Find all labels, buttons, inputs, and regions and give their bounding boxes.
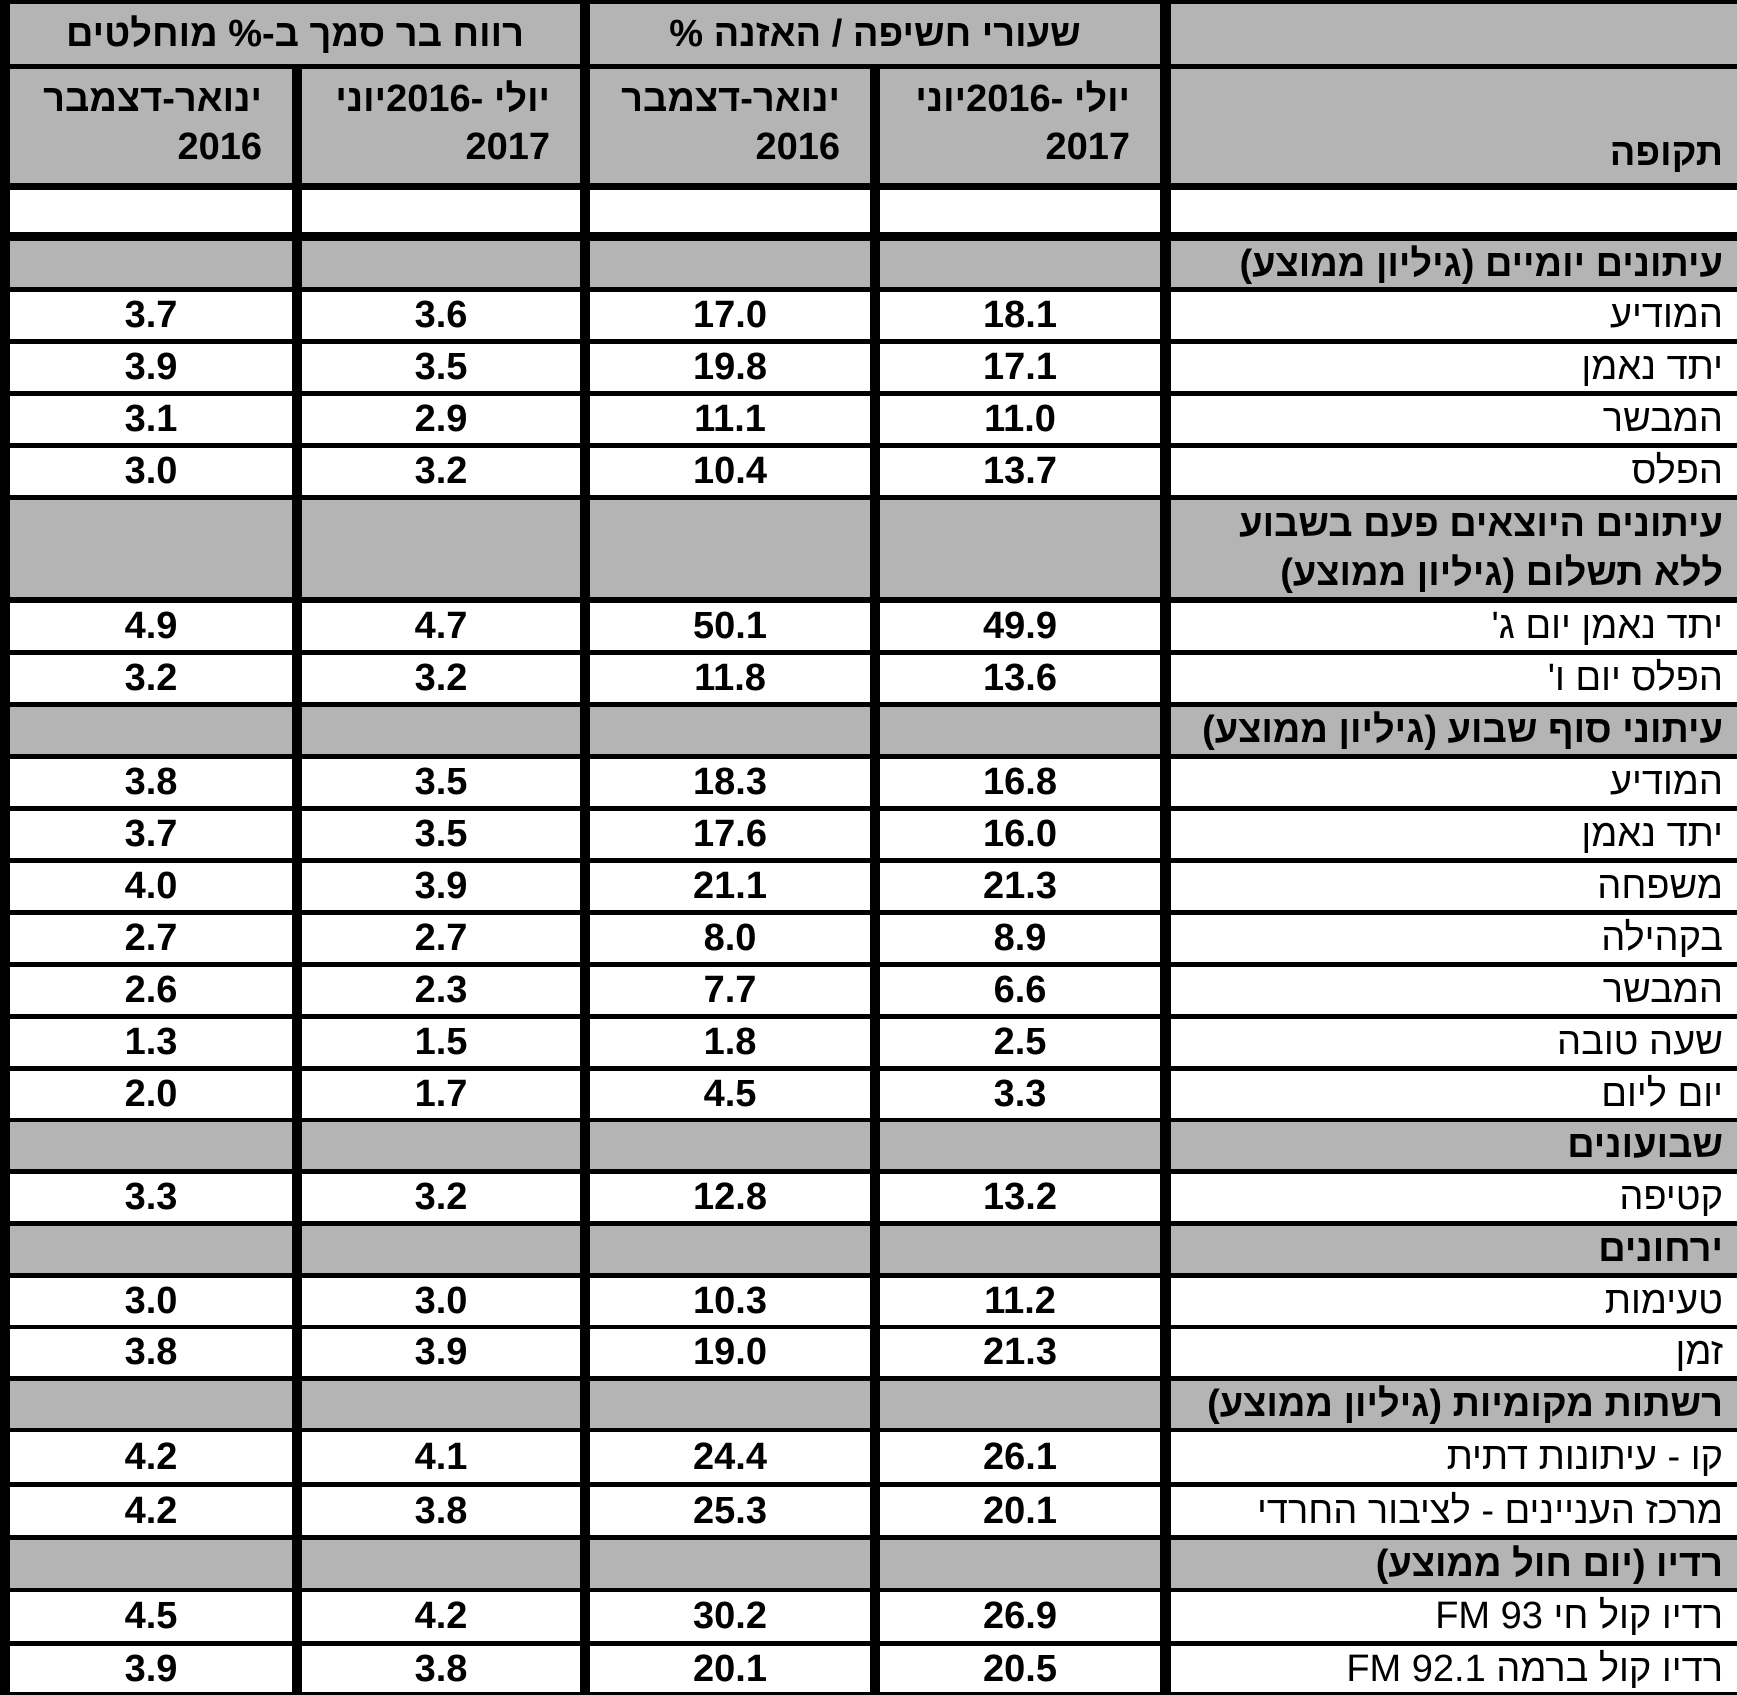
row-label: טעימות bbox=[1171, 1278, 1737, 1325]
value-cell bbox=[302, 1646, 580, 1692]
value-text: 16.0 bbox=[983, 813, 1057, 855]
value-cell bbox=[590, 915, 870, 962]
value-cell bbox=[590, 1019, 870, 1066]
value-cell bbox=[302, 344, 580, 391]
value-text: 3.2 bbox=[414, 450, 468, 492]
row-label: יום ליום bbox=[1171, 1071, 1737, 1118]
value-text: 19.8 bbox=[693, 346, 767, 388]
value-text: 3.8 bbox=[414, 1489, 468, 1532]
value-text: 2.0 bbox=[124, 1073, 178, 1115]
value-cell bbox=[880, 603, 1160, 650]
value-cell bbox=[590, 655, 870, 702]
value-cell bbox=[302, 292, 580, 339]
section-title: שבועונים bbox=[1171, 1122, 1737, 1169]
row-label: המבשר bbox=[1171, 967, 1737, 1014]
value-text: 4.7 bbox=[414, 605, 468, 647]
value-text: 17.6 bbox=[693, 813, 767, 855]
section-empty-cell bbox=[10, 1381, 292, 1428]
value-text: 20.1 bbox=[693, 1647, 767, 1690]
value-text: 3.8 bbox=[124, 1331, 178, 1373]
section-empty-cell bbox=[10, 1226, 292, 1273]
value-cell bbox=[302, 811, 580, 858]
row-label: יתד נאמן יום ג' bbox=[1171, 603, 1737, 650]
value-cell bbox=[880, 967, 1160, 1014]
value-cell bbox=[880, 759, 1160, 806]
value-text: 3.2 bbox=[414, 657, 468, 699]
value-cell bbox=[880, 1278, 1160, 1325]
value-cell bbox=[302, 1278, 580, 1325]
value-text: 2.5 bbox=[993, 1021, 1047, 1063]
row-label: קטיפה bbox=[1171, 1174, 1737, 1221]
section-empty-cell bbox=[10, 1540, 292, 1588]
value-cell bbox=[302, 655, 580, 702]
value-text: 1.3 bbox=[124, 1021, 178, 1063]
section-empty-cell bbox=[302, 1540, 580, 1588]
value-text: 4.2 bbox=[414, 1595, 468, 1637]
value-text: 21.1 bbox=[693, 865, 767, 907]
section-title: רשתות מקומיות (גיליון ממוצע) bbox=[1171, 1381, 1737, 1428]
value-text: 20.1 bbox=[983, 1489, 1057, 1532]
value-cell bbox=[10, 292, 292, 339]
value-cell bbox=[880, 1071, 1160, 1118]
value-cell bbox=[10, 967, 292, 1014]
section-empty-cell bbox=[10, 241, 292, 287]
value-text: 17.0 bbox=[693, 294, 767, 336]
section-empty-cell bbox=[302, 241, 580, 287]
value-cell bbox=[10, 1646, 292, 1692]
value-text: 13.7 bbox=[983, 450, 1057, 492]
value-cell bbox=[302, 759, 580, 806]
value-text: 3.2 bbox=[124, 657, 178, 699]
value-cell bbox=[302, 1432, 580, 1482]
value-text: 3.7 bbox=[124, 294, 178, 336]
header-profit-group: רווח בר סמך ב-% מוחלטים bbox=[10, 4, 580, 64]
value-cell bbox=[590, 1646, 870, 1692]
value-cell bbox=[880, 915, 1160, 962]
row-label: רדיו קול חי FM 93 bbox=[1171, 1592, 1737, 1641]
value-cell bbox=[880, 1329, 1160, 1376]
value-cell bbox=[880, 863, 1160, 910]
value-text: 13.6 bbox=[983, 657, 1057, 699]
value-text: 3.0 bbox=[124, 450, 178, 492]
value-text: 3.2 bbox=[414, 1176, 468, 1218]
blank-cell bbox=[1171, 190, 1737, 232]
section-title: עיתונים יומיים (גיליון ממוצע) bbox=[1171, 241, 1737, 287]
subheader-exposure-jan-dec-2016: ינואר-דצמבר 2016 bbox=[590, 69, 870, 183]
value-cell bbox=[10, 915, 292, 962]
section-empty-cell bbox=[880, 1122, 1160, 1169]
section-title: רדיו (יום חול ממוצע) bbox=[1171, 1540, 1737, 1588]
value-text: 3.0 bbox=[124, 1280, 178, 1322]
value-cell bbox=[10, 811, 292, 858]
value-text: 2.9 bbox=[414, 398, 468, 440]
value-text: 2.7 bbox=[124, 917, 178, 959]
section-empty-cell bbox=[590, 241, 870, 287]
value-cell bbox=[590, 1071, 870, 1118]
row-label: המבשר bbox=[1171, 396, 1737, 443]
value-text: 4.9 bbox=[124, 605, 178, 647]
value-text: 12.8 bbox=[693, 1176, 767, 1218]
section-title: עיתונים היוצאים פעם בשבוע ללא תשלום (גיליון ממוצע) bbox=[1171, 500, 1737, 597]
value-text: 3.6 bbox=[414, 294, 468, 336]
value-cell bbox=[880, 1646, 1160, 1692]
value-text: 13.2 bbox=[983, 1176, 1057, 1218]
value-cell bbox=[10, 1278, 292, 1325]
value-text: 25.3 bbox=[693, 1489, 767, 1532]
value-cell bbox=[302, 1019, 580, 1066]
value-text: 26.1 bbox=[983, 1435, 1057, 1478]
value-cell bbox=[880, 448, 1160, 495]
section-empty-cell bbox=[880, 500, 1160, 597]
value-cell bbox=[302, 448, 580, 495]
section-empty-cell bbox=[302, 500, 580, 597]
value-text: 3.9 bbox=[414, 1331, 468, 1373]
row-label: מרכז העניינים - לציבור החרדי bbox=[1171, 1487, 1737, 1535]
value-text: 7.7 bbox=[703, 969, 757, 1011]
value-text: 4.5 bbox=[124, 1595, 178, 1637]
value-cell bbox=[10, 396, 292, 443]
section-empty-cell bbox=[590, 1226, 870, 1273]
section-empty-cell bbox=[302, 707, 580, 754]
value-cell bbox=[302, 915, 580, 962]
value-cell bbox=[590, 967, 870, 1014]
value-cell bbox=[590, 1432, 870, 1482]
section-empty-cell bbox=[590, 1540, 870, 1588]
section-empty-cell bbox=[880, 241, 1160, 287]
value-cell bbox=[590, 759, 870, 806]
value-cell bbox=[590, 811, 870, 858]
value-cell bbox=[880, 655, 1160, 702]
value-text: 6.6 bbox=[993, 969, 1047, 1011]
value-text: 3.8 bbox=[414, 1647, 468, 1690]
value-text: 11.0 bbox=[984, 398, 1056, 440]
row-label: רדיו קול ברמה FM 92.1 bbox=[1171, 1646, 1737, 1692]
row-label: הפלס יום ו' bbox=[1171, 655, 1737, 702]
value-text: 18.1 bbox=[983, 294, 1057, 336]
value-text: 8.0 bbox=[703, 917, 757, 959]
value-cell bbox=[880, 1592, 1160, 1641]
value-cell bbox=[590, 1487, 870, 1535]
value-text: 3.5 bbox=[414, 813, 468, 855]
value-cell bbox=[880, 1487, 1160, 1535]
value-cell bbox=[10, 759, 292, 806]
value-cell bbox=[302, 396, 580, 443]
section-empty-cell bbox=[302, 1226, 580, 1273]
value-cell bbox=[590, 1592, 870, 1641]
value-cell bbox=[590, 344, 870, 391]
subheader-profit-jul-jun: יולי -2016יוני 2017 bbox=[302, 69, 580, 183]
value-text: 3.9 bbox=[414, 865, 468, 907]
value-text: 24.4 bbox=[693, 1435, 767, 1478]
value-text: 49.9 bbox=[983, 605, 1057, 647]
value-cell bbox=[880, 1174, 1160, 1221]
value-cell bbox=[880, 396, 1160, 443]
section-empty-cell bbox=[590, 500, 870, 597]
value-text: 21.3 bbox=[983, 865, 1057, 907]
section-empty-cell bbox=[10, 707, 292, 754]
subheader-profit-jan-dec-2016: ינואר-דצמבר 2016 bbox=[10, 69, 292, 183]
value-text: 2.6 bbox=[124, 969, 178, 1011]
value-text: 3.3 bbox=[124, 1176, 178, 1218]
value-cell bbox=[302, 863, 580, 910]
value-cell bbox=[10, 603, 292, 650]
value-cell bbox=[590, 1329, 870, 1376]
value-text: 1.7 bbox=[414, 1073, 468, 1115]
value-cell bbox=[590, 603, 870, 650]
value-cell bbox=[302, 1329, 580, 1376]
section-empty-cell bbox=[590, 1122, 870, 1169]
value-cell bbox=[880, 1432, 1160, 1482]
value-cell bbox=[880, 292, 1160, 339]
blank-cell bbox=[10, 190, 292, 232]
value-text: 3.5 bbox=[414, 761, 468, 803]
value-cell bbox=[302, 1487, 580, 1535]
value-cell bbox=[590, 863, 870, 910]
blank-cell bbox=[302, 190, 580, 232]
value-cell bbox=[590, 1278, 870, 1325]
value-text: 11.1 bbox=[694, 398, 766, 440]
value-text: 26.9 bbox=[983, 1595, 1057, 1637]
row-label: יתד נאמן bbox=[1171, 344, 1737, 391]
value-text: 3.9 bbox=[124, 1647, 178, 1690]
section-empty-cell bbox=[10, 1122, 292, 1169]
value-cell bbox=[10, 863, 292, 910]
value-text: 1.8 bbox=[703, 1021, 757, 1063]
section-title: עיתוני סוף שבוע (גיליון ממוצע) bbox=[1171, 707, 1737, 754]
value-text: 10.3 bbox=[693, 1280, 767, 1322]
value-cell bbox=[10, 1174, 292, 1221]
row-label: משפחה bbox=[1171, 863, 1737, 910]
section-empty-cell bbox=[302, 1381, 580, 1428]
section-empty-cell bbox=[880, 1381, 1160, 1428]
value-cell bbox=[302, 967, 580, 1014]
value-text: 4.2 bbox=[124, 1489, 178, 1532]
row-label: זמן bbox=[1171, 1329, 1737, 1376]
row-label: המודיע bbox=[1171, 759, 1737, 806]
section-empty-cell bbox=[302, 1122, 580, 1169]
value-cell bbox=[590, 1174, 870, 1221]
value-cell bbox=[302, 1071, 580, 1118]
value-text: 3.7 bbox=[124, 813, 178, 855]
value-cell bbox=[590, 448, 870, 495]
value-text: 21.3 bbox=[983, 1331, 1057, 1373]
value-cell bbox=[302, 1592, 580, 1641]
header-exposure-group: שעורי חשיפה / האזנה % bbox=[590, 4, 1160, 64]
value-text: 4.1 bbox=[414, 1435, 468, 1478]
value-cell bbox=[10, 1487, 292, 1535]
value-text: 3.1 bbox=[124, 398, 178, 440]
value-cell bbox=[590, 396, 870, 443]
value-text: 4.2 bbox=[124, 1435, 178, 1478]
section-title: ירחונים bbox=[1171, 1226, 1737, 1273]
value-cell bbox=[10, 1019, 292, 1066]
section-empty-cell bbox=[10, 500, 292, 597]
value-cell bbox=[10, 1071, 292, 1118]
value-cell bbox=[880, 811, 1160, 858]
value-text: 30.2 bbox=[693, 1595, 767, 1637]
value-cell bbox=[10, 655, 292, 702]
value-cell bbox=[302, 1174, 580, 1221]
value-text: 20.5 bbox=[983, 1647, 1057, 1690]
value-cell bbox=[10, 344, 292, 391]
value-text: 16.8 bbox=[983, 761, 1057, 803]
value-cell bbox=[10, 1329, 292, 1376]
value-text: 17.1 bbox=[983, 346, 1057, 388]
value-text: 19.0 bbox=[693, 1331, 767, 1373]
value-text: 2.7 bbox=[414, 917, 468, 959]
value-text: 18.3 bbox=[693, 761, 767, 803]
value-cell bbox=[10, 448, 292, 495]
period-label: תקופה bbox=[1171, 69, 1737, 183]
value-cell bbox=[10, 1432, 292, 1482]
section-empty-cell bbox=[590, 1381, 870, 1428]
value-text: 3.8 bbox=[124, 761, 178, 803]
value-cell bbox=[880, 344, 1160, 391]
value-text: 4.5 bbox=[703, 1073, 757, 1115]
value-cell bbox=[10, 1592, 292, 1641]
section-empty-cell bbox=[880, 1540, 1160, 1588]
row-label: קו - עיתונות דתית bbox=[1171, 1432, 1737, 1482]
value-cell bbox=[880, 1019, 1160, 1066]
subheader-exposure-jul-jun: יולי -2016יוני 2017 bbox=[880, 69, 1160, 183]
section-empty-cell bbox=[590, 707, 870, 754]
blank-cell bbox=[880, 190, 1160, 232]
value-text: 2.3 bbox=[414, 969, 468, 1011]
section-empty-cell bbox=[880, 707, 1160, 754]
value-cell bbox=[302, 603, 580, 650]
row-label: הפלס bbox=[1171, 448, 1737, 495]
value-cell bbox=[590, 292, 870, 339]
value-text: 3.5 bbox=[414, 346, 468, 388]
blank-cell bbox=[590, 190, 870, 232]
row-label: בקהילה bbox=[1171, 915, 1737, 962]
row-label: שעה טובה bbox=[1171, 1019, 1737, 1066]
value-text: 8.9 bbox=[993, 917, 1047, 959]
row-label: המודיע bbox=[1171, 292, 1737, 339]
value-text: 11.2 bbox=[984, 1280, 1056, 1322]
value-text: 3.3 bbox=[993, 1073, 1047, 1115]
value-text: 10.4 bbox=[693, 450, 767, 492]
value-text: 50.1 bbox=[693, 605, 767, 647]
value-text: 1.5 bbox=[414, 1021, 468, 1063]
row-label: יתד נאמן bbox=[1171, 811, 1737, 858]
value-text: 11.8 bbox=[694, 657, 766, 699]
section-empty-cell bbox=[880, 1226, 1160, 1273]
header-corner bbox=[1171, 4, 1737, 64]
value-text: 3.0 bbox=[414, 1280, 468, 1322]
value-text: 4.0 bbox=[124, 865, 178, 907]
value-text: 3.9 bbox=[124, 346, 178, 388]
